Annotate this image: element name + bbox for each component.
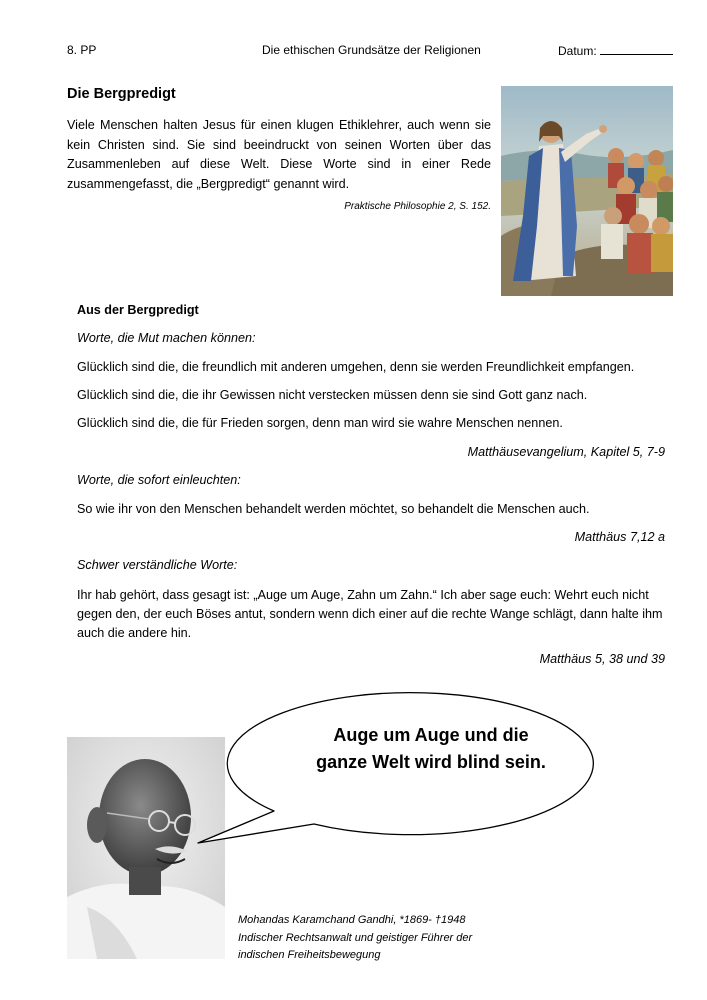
group2-source: Matthäus 7,12 a [574,530,665,544]
group2-heading: Worte, die sofort einleuchten: [77,473,241,487]
sermon-on-the-mount-illustration [501,86,673,296]
group3-source: Matthäus 5, 38 und 39 [539,652,665,666]
caption-line-3: indischen Freiheitsbewegung [238,949,381,961]
page-title: Die Bergpredigt [67,86,176,102]
date-blank-line [600,43,673,55]
quote-line-2: ganze Welt wird blind sein. [316,752,546,772]
header-grade: 8. PP [67,43,97,57]
intro-source: Praktische Philosophie 2, S. 152. [344,201,491,212]
group2-line: So wie ihr von den Menschen behandelt werden möchtet, so behandelt die Menschen auch. [77,502,590,516]
intro-paragraph: Viele Menschen halten Jesus für einen klugen Ethiklehrer, auch wenn sie kein Christen sind. Sie sind beeindruckt von seinen Worten über das Zusammenleben auf diese Welt. Diese Worte sind in einer Rede zusammengefasst, die „Bergpredigt“ genannt wird. [67,118,491,191]
group1-line-2: Glücklich sind die, die ihr Gewissen nicht verstecken müssen denn sie sind Gott ganz nach. [77,388,588,402]
group1-line-3: Glücklich sind die, die für Frieden sorgen, denn man wird sie wahre Menschen nennen. [77,416,563,430]
group1-heading: Worte, die Mut machen können: [77,331,256,345]
gandhi-quote [300,722,562,776]
gandhi-caption [238,912,518,965]
group3-heading: Schwer verständliche Worte: [77,558,238,572]
caption-line-1: Mohandas Karamchand Gandhi, *1869- †1948 [238,914,466,926]
date-label: Datum: [558,44,597,58]
group3-text: Ihr hab gehört, dass gesagt ist: „Auge um Auge, Zahn um Zahn.“ Ich aber sage euch: Wehrt euch nicht gegen den, der euch Böses antut, sondern wenn dich einer auf die rechte Wange schlägt, dann halte ihm auch die andere hin. [77,588,663,640]
group1-line-1: Glücklich sind die, die freundlich mit anderen umgehen, denn sie werden Freundlichkeit empfangen. [77,360,635,374]
header-date [558,43,673,58]
sermon-painting-icon [501,86,673,296]
header-title: Die ethischen Grundsätze der Religionen [262,43,481,57]
group1-source: Matthäusevangelium, Kapitel 5, 7-9 [467,445,665,459]
quote-line-1: Auge um Auge und die [333,725,529,745]
caption-line-2: Indischer Rechtsanwalt und geistiger Führer der [238,931,473,944]
excerpt-title: Aus der Bergpredigt [77,303,199,317]
